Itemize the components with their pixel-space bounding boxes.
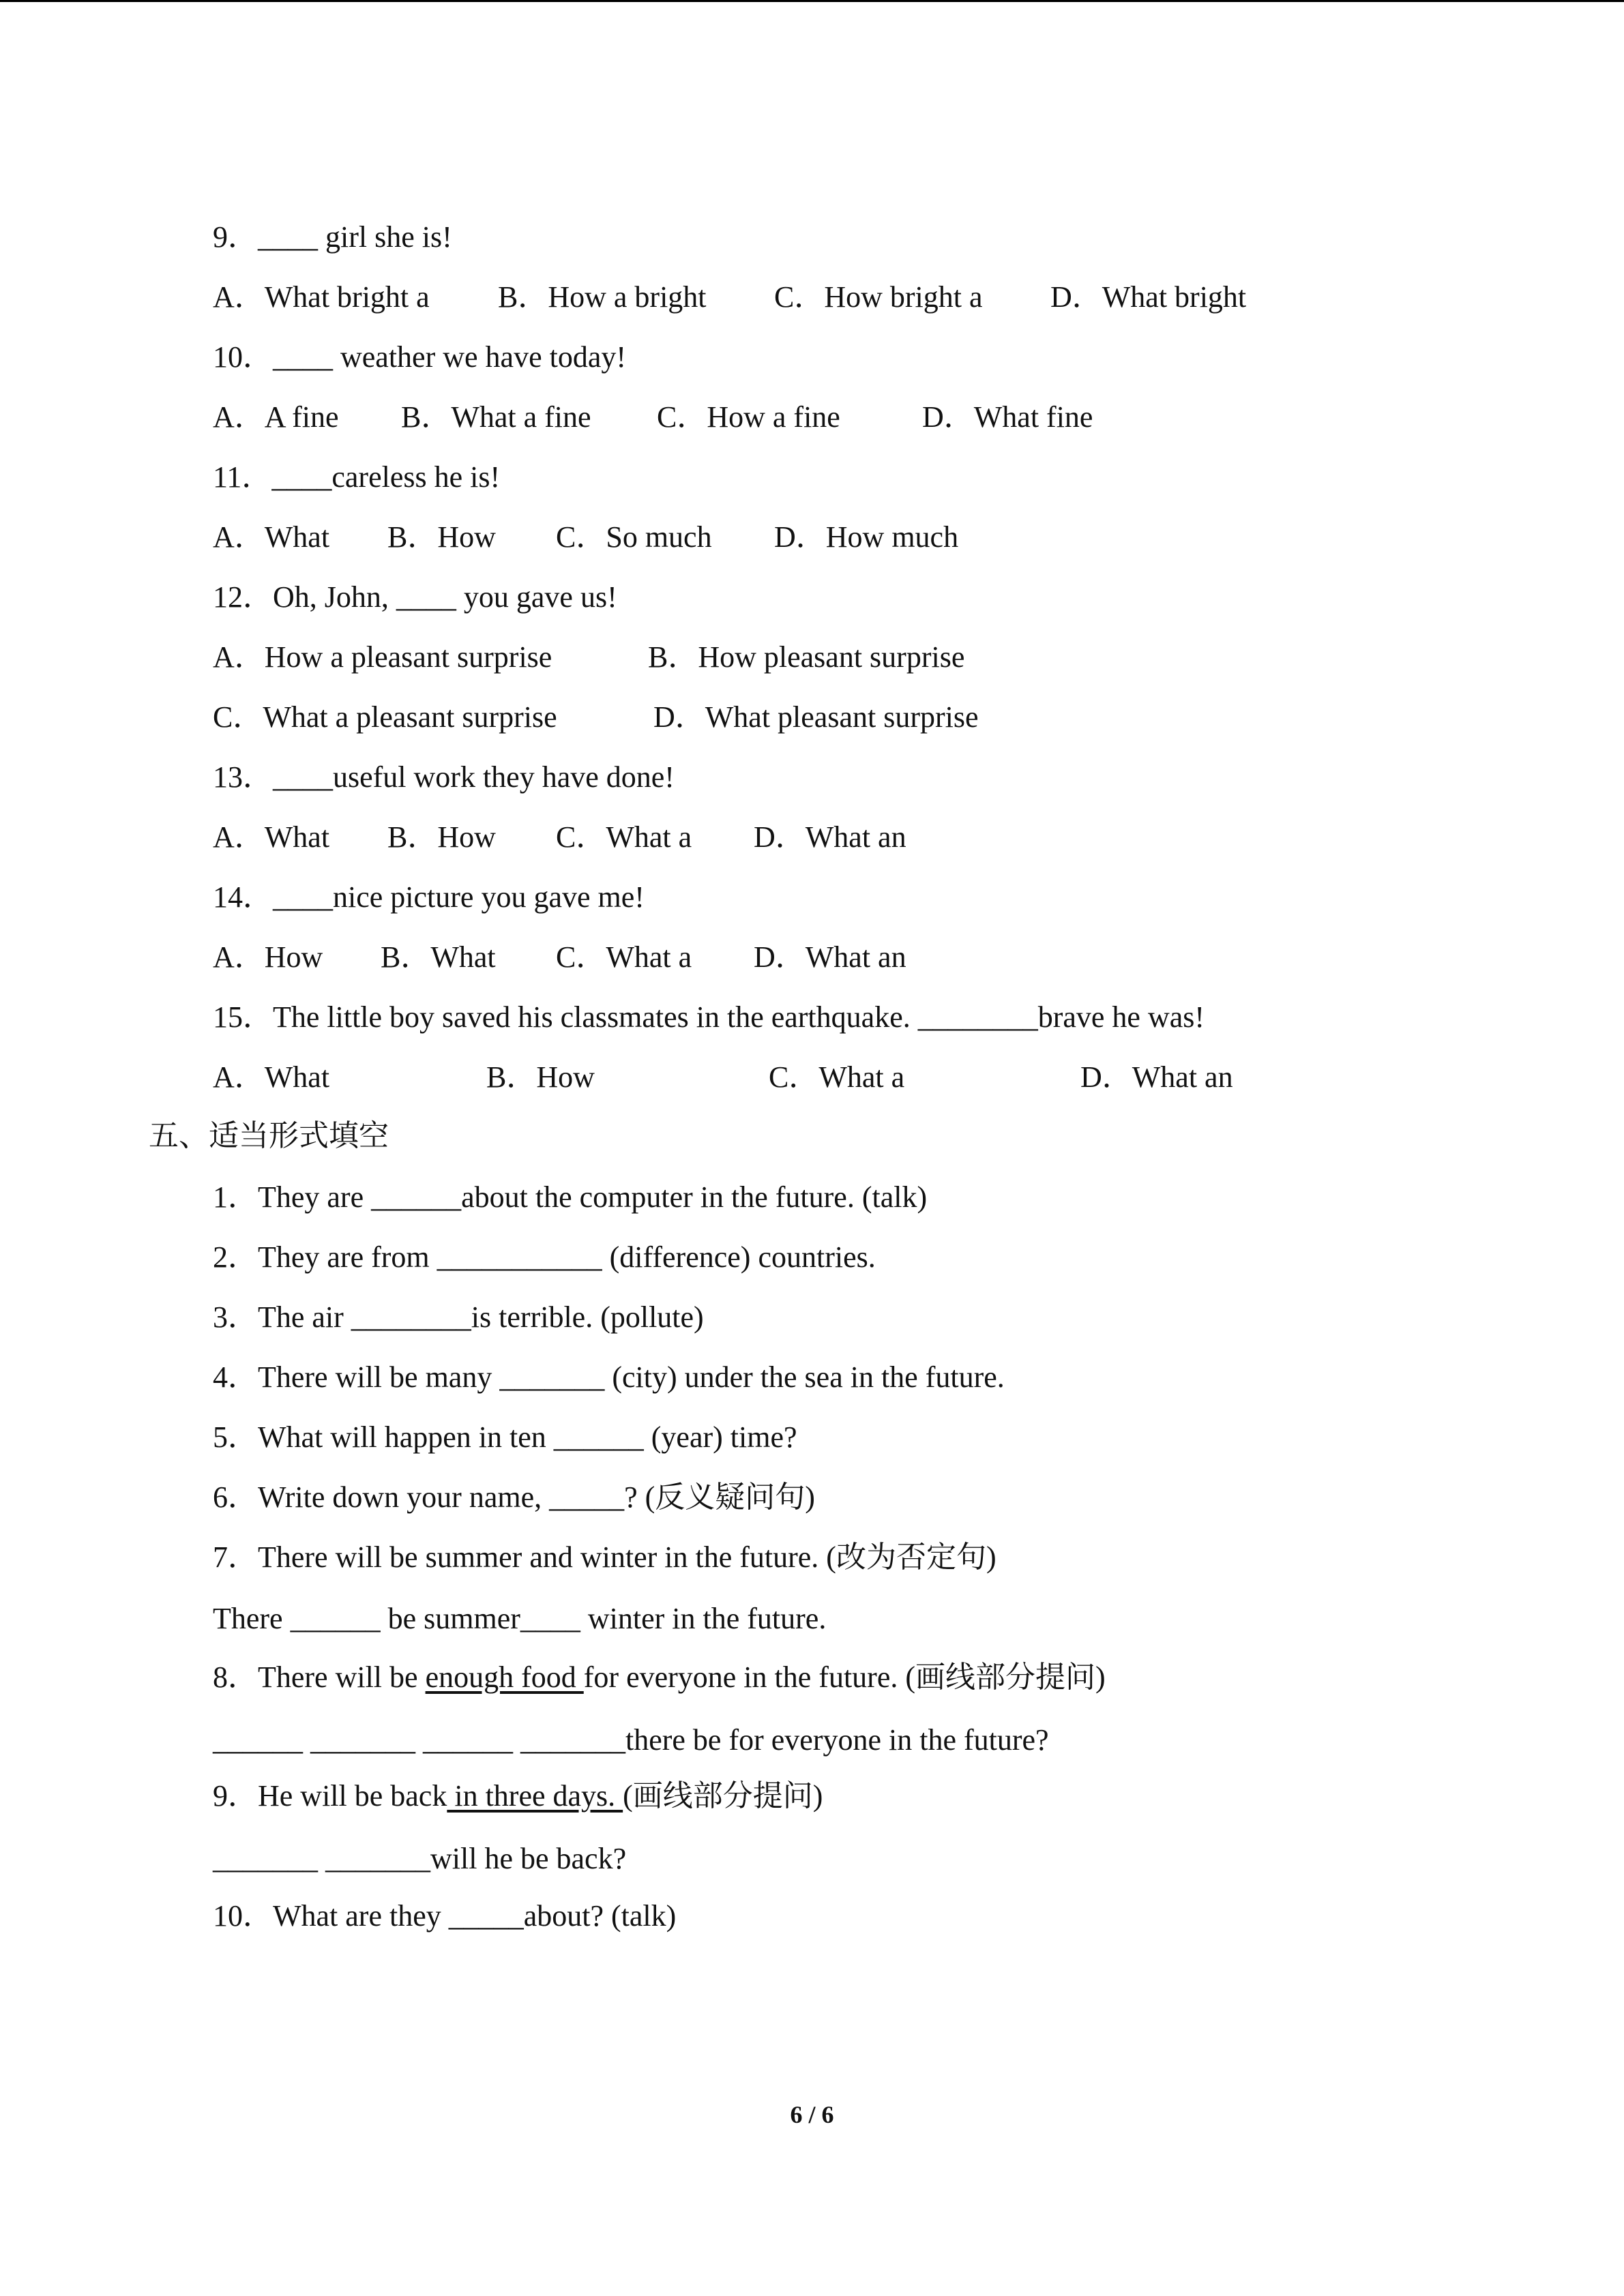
q10-option-a: A．A fine (213, 400, 339, 434)
q12-option-c: C．What a pleasant surprise (213, 700, 557, 734)
q8-suffix: for everyone in the future. (画线部分提问) (583, 1660, 1106, 1694)
q8-prefix: 8．There will be (213, 1660, 426, 1694)
fill-question-6: 6．Write down your name, _____? (反义疑问句) (213, 1480, 815, 1514)
q9-underlined-phrase: in three days. (447, 1779, 623, 1813)
fill-question-9 (213, 1776, 823, 1817)
q11-option-d: D．How much (774, 520, 959, 554)
q15-option-c: C．What a (769, 1060, 905, 1094)
question-9: 9．____ girl she is! (213, 220, 452, 254)
q9-option-a: A．What bright a (213, 280, 430, 314)
question-13: 13．____useful work they have done! (213, 760, 675, 794)
q14-option-c: C．What a (556, 940, 692, 974)
q8-underlined-phrase: enough food (425, 1660, 584, 1694)
question-10: 10．____ weather we have today! (213, 340, 627, 374)
fill-question-8 (213, 1657, 1106, 1698)
q13-option-d: D．What an (754, 820, 906, 854)
section-heading: 五、适当形式填空 (149, 1119, 389, 1152)
q10-option-b: B．What a fine (401, 400, 591, 434)
fill-question-4: 4．There will be many _______ (city) under the sea in the future. (213, 1360, 1005, 1394)
fill-question-10: 10．What are they _____about? (talk) (213, 1899, 677, 1933)
fill-question-7: 7．There will be summer and winter in the future. (改为否定句) (213, 1540, 996, 1574)
q9-prefix: 9．He will be back (213, 1779, 447, 1813)
q9-option-d: D．What bright (1050, 280, 1247, 314)
fill-question-9-answer: _______ _______will he be back? (213, 1842, 627, 1875)
q13-option-a: A．What (213, 820, 330, 854)
fill-question-2: 2．They are from ___________ (difference) countries. (213, 1240, 876, 1274)
q15-option-d: D．What an (1080, 1060, 1233, 1094)
q12-option-b: B．How pleasant surprise (648, 640, 965, 674)
fill-question-1: 1．They are ______about the computer in the future. (talk) (213, 1180, 928, 1214)
q15-option-b: B．How (486, 1060, 595, 1094)
fill-question-5: 5．What will happen in ten ______ (year) time? (213, 1420, 797, 1454)
q12-option-d: D．What pleasant surprise (653, 700, 979, 734)
fill-question-7-answer: There ______ be summer____ winter in the future. (213, 1602, 827, 1635)
q12-option-a: A．How a pleasant surprise (213, 640, 552, 674)
q9-option-b: B．How a bright (498, 280, 707, 314)
q9-suffix: (画线部分提问) (623, 1779, 823, 1813)
q11-option-c: C．So much (556, 520, 712, 554)
q14-option-b: B．What (381, 940, 496, 974)
q11-option-b: B．How (387, 520, 496, 554)
fill-question-8-answer: ______ _______ ______ _______there be for everyone in the future? (213, 1723, 1049, 1757)
question-15: 15．The little boy saved his classmates in the earthquake. ________brave he was! (213, 1000, 1205, 1034)
question-11: 11．____careless he is! (213, 460, 501, 494)
q13-option-c: C．What a (556, 820, 692, 854)
q14-option-d: D．What an (754, 940, 906, 974)
question-14: 14．____nice picture you gave me! (213, 880, 645, 914)
q11-option-a: A．What (213, 520, 330, 554)
q10-option-d: D．What fine (922, 400, 1093, 434)
q14-option-a: A．How (213, 940, 323, 974)
fill-question-3: 3．The air ________is terrible. (pollute) (213, 1300, 704, 1334)
question-12: 12．Oh, John, ____ you gave us! (213, 580, 617, 614)
page-number: 6 / 6 (790, 2101, 834, 2128)
q15-option-a: A．What (213, 1060, 330, 1094)
q10-option-c: C．How a fine (657, 400, 840, 434)
q13-option-b: B．How (387, 820, 496, 854)
q9-option-c: C．How bright a (774, 280, 983, 314)
